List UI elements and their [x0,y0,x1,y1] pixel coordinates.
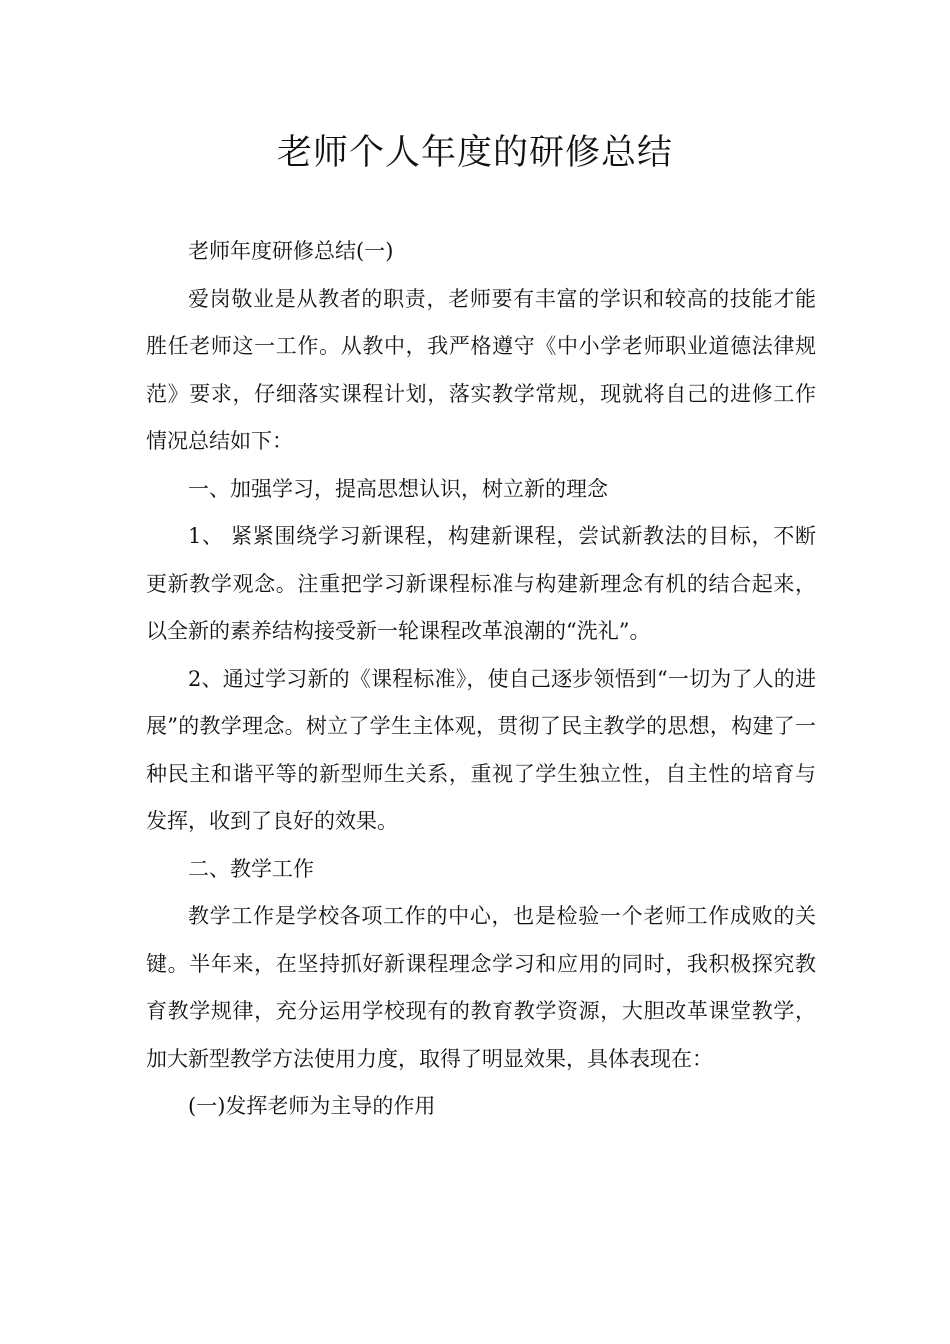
document-body [146,228,816,1131]
document-title: 老师个人年度的研修总结 [276,133,673,173]
heading-subsection-1: (一)发挥老师为主导的作用 [188,1094,436,1118]
paragraph-item-2: 2、通过学习新的《课程标准》，使自己逐步领悟到“一切为了人的进展”的教学理念。树立了学生主体观，贯彻了民主教学的思想，构建了一种民主和谐平等的新型师生关系，重视了学生独立性，自主性的培育与发挥，收到了良好的效果。 [146,666,816,833]
heading-section-1: 一、加强学习，提高思想认识，树立新的理念 [188,476,608,501]
paragraph-subtitle: 老师年度研修总结(一) [188,239,394,263]
heading-section-2: 二、教学工作 [188,856,314,881]
paragraph-teaching: 教学工作是学校各项工作的中心，也是检验一个老师工作成败的关键。半年来，在坚持抓好新课程理念学习和应用的同时，我积极探究教育教学规律，充分运用学校现有的教育教学资源，大胆改革课堂教学，加大新型教学方法使用力度，取得了明显效果，具体表现在： [146,904,816,1071]
paragraph-intro: 爱岗敬业是从教者的职责，老师要有丰富的学识和较高的技能才能胜任老师这一工作。从教中，我严格遵守《中小学老师职业道德法律规范》要求，仔细落实课程计划，落实教学常规，现就将自己的进修工作情况总结如下： [146,286,816,453]
paragraph-item-1: 1、 紧紧围绕学习新课程，构建新课程，尝试新教法的目标，不断更新教学观念。注重把学习新课程标准与构建新理念有机的结合起来，以全新的素养结构接受新一轮课程改革浪潮的“洗礼”。 [146,524,816,643]
